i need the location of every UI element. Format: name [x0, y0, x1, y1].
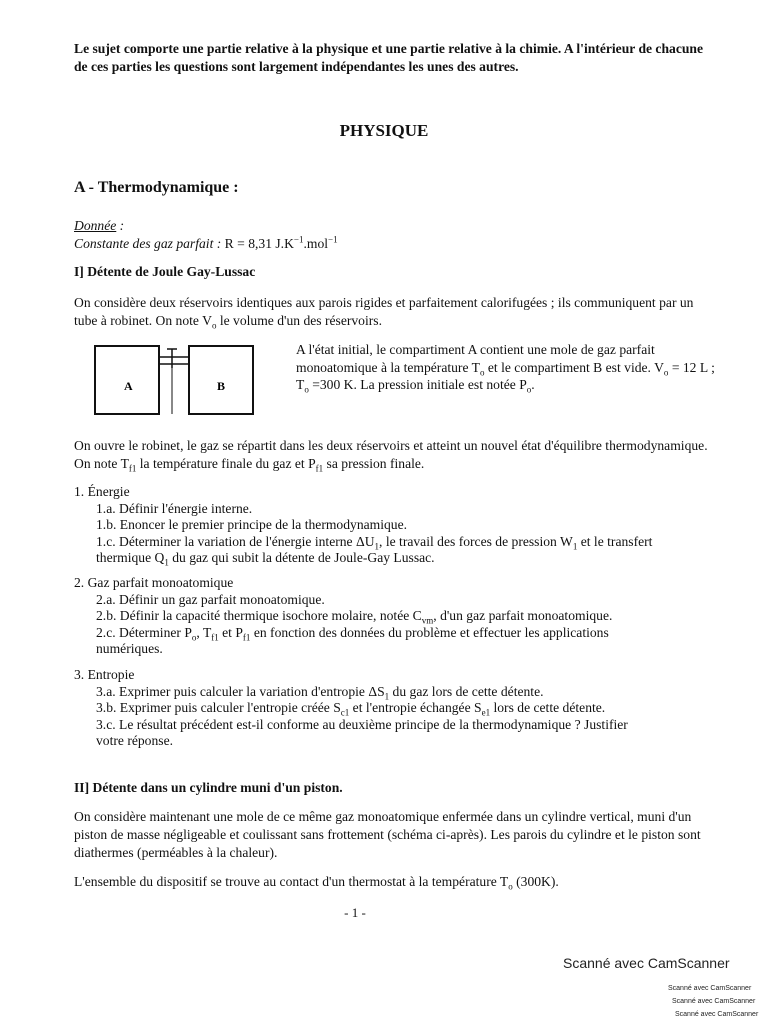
q2b-text-2: , d'un gaz parfait monoatomique.: [433, 608, 613, 623]
section-a-heading: A - Thermodynamique :: [74, 179, 239, 196]
question-group-1: [74, 484, 724, 567]
q1-heading: 1. Énergie: [74, 484, 130, 499]
q3b-sub-2: e1: [481, 707, 491, 718]
page-title: PHYSIQUE: [339, 121, 429, 140]
initial-state-text: [296, 341, 716, 394]
q2b: [74, 608, 724, 625]
q2-heading: 2. Gaz parfait monoatomique: [74, 575, 234, 590]
part1-para2-sub-2: f1: [315, 463, 324, 474]
q2c: [74, 625, 724, 642]
part1-heading: I] Détente de Joule Gay-Lussac: [74, 264, 256, 279]
q2b-text-1: 2.b. Définir la capacité thermique isochore molaire, notée C: [96, 608, 422, 623]
q3b-text-1: 3.b. Exprimer puis calculer l'entropie créée S: [96, 700, 341, 715]
q3b: [74, 700, 724, 717]
q3a: [74, 684, 724, 701]
part2-para2: [74, 873, 714, 891]
donnee-block: [74, 217, 338, 253]
part2-para2-text-b: (300K).: [512, 874, 559, 889]
q1b: 1.b. Enoncer le premier principe de la thermodynamique.: [96, 517, 408, 532]
initial-text-3: = 12 L ; T: [296, 359, 715, 392]
q2c-sub-1: o: [191, 632, 197, 643]
camscanner-small-3: Scanné avec CamScanner: [675, 1011, 759, 1018]
q3b-text-3: lors de cette détente.: [490, 700, 606, 715]
q2c-text-4: en fonction des données du problème et effectuer les applications: [250, 624, 609, 640]
q1c-text-3: et le transfert: [577, 533, 653, 549]
question-group-3: [74, 667, 724, 750]
q2b-sub: vm: [421, 615, 434, 626]
reservoir-diagram: [94, 344, 254, 416]
q1c-text-4: thermique Q: [96, 550, 165, 565]
q3a-text-1: 3.a. Exprimer puis calculer la variation d'entropie ΔS: [96, 683, 385, 699]
q2a: 2.a. Définir un gaz parfait monoatomique.: [96, 591, 325, 607]
q1c-text-1: 1.c. Déterminer la variation de l'énergie interne ΔU: [96, 533, 375, 549]
question-group-2: [74, 575, 724, 658]
part1-para1: [74, 294, 714, 330]
page-number: - 1 -: [344, 905, 366, 920]
constant-value: R = 8,31 J.K: [224, 236, 294, 251]
part1-para2-sub-1: f1: [128, 463, 137, 474]
q2c-cont: numériques.: [96, 641, 163, 656]
camscanner-watermark: Scanné avec CamScanner: [563, 955, 730, 971]
label-b: B: [217, 379, 226, 393]
constant-label: Constante des gaz parfait :: [74, 236, 225, 251]
q2c-sub-2: f1: [211, 632, 219, 643]
camscanner-small-1: Scanné avec CamScanner: [668, 985, 752, 992]
part1-para2-text-c: sa pression finale.: [323, 456, 425, 471]
part2-para2-sub: o: [508, 881, 513, 892]
q2c-text-3: et P: [218, 624, 243, 640]
q3b-text-2: et l'entropie échangée S: [349, 700, 482, 715]
initial-text-5: .: [531, 377, 535, 392]
initial-sub-4: o: [526, 384, 532, 395]
donnee-label: Donnée: [74, 218, 117, 233]
q3a-text-2: du gaz lors de cette détente.: [389, 683, 544, 699]
q1a: 1.a. Définir l'énergie interne.: [96, 500, 253, 516]
q1c-cont: [74, 550, 724, 567]
constant-unit: .mol: [303, 236, 329, 251]
part2-para2-text-a: L'ensemble du dispositif se trouve au contact d'un thermostat à la température T: [74, 874, 509, 889]
donnee-colon: :: [116, 218, 125, 233]
q3-heading: 3. Entropie: [74, 667, 135, 682]
q2c-sub-3: f1: [242, 632, 251, 643]
q2c-text-2: , T: [196, 624, 212, 640]
constant-exp2: −1: [328, 234, 338, 245]
part1-para2-text-a: On ouvre le robinet, le gaz se répartit dans les deux réservoirs et atteint un nouvel état d'équilibre thermodynamique. On note T: [74, 438, 708, 471]
q3c: 3.c. Le résultat précédent est-il conforme au deuxième principe de la thermodynamique ? Justifier: [96, 716, 628, 732]
q3c-cont: votre réponse.: [96, 733, 174, 748]
q1c-sub-1: 1: [374, 541, 380, 552]
part1-para1-text-a: On considère deux réservoirs identiques aux parois rigides et parfaitement calorifugées ; ils communiquent par un tube à robinet. On note V: [74, 295, 694, 328]
q3a-sub: 1: [384, 691, 390, 702]
q3b-sub-1: c1: [340, 707, 350, 718]
part1-para1-sub: o: [211, 320, 217, 331]
q2c-text-1: 2.c. Déterminer P: [96, 624, 192, 640]
initial-sub-3: o: [304, 384, 309, 395]
initial-sub-1: o: [479, 367, 485, 378]
q1c: [74, 534, 724, 551]
intro-text: Le sujet comporte une partie relative à la physique et une partie relative à la chimie. A l'intérieur de chacune de ces parties les questions sont largement indépendantes les unes des autres.: [74, 41, 704, 74]
part1-para2: [74, 437, 714, 473]
part1-para1-text-b: le volume d'un des réservoirs.: [216, 313, 382, 328]
constant-exp1: −1: [293, 234, 304, 245]
initial-sub-2: o: [663, 367, 669, 378]
initial-text-4: =300 K. La pression initiale est notée P: [308, 377, 527, 392]
camscanner-small-2: Scanné avec CamScanner: [672, 998, 756, 1005]
initial-text-2: et le compartiment B est vide. V: [484, 359, 664, 375]
q1c-text-5: du gaz qui subit la détente de Joule-Gay Lussac.: [168, 550, 435, 565]
part1-para2-text-b: la température finale du gaz et P: [136, 456, 316, 471]
q1c-sub-3: 1: [164, 557, 169, 568]
part2-para1: On considère maintenant une mole de ce même gaz monoatomique enfermée dans un cylindre vertical, muni d'un piston de masse négligeable et coulissant sans frottement (schéma ci-après). Les parois du cylindre et le piston sont diathermes (perméables à la chaleur).: [74, 809, 701, 860]
initial-text-1: A l'état initial, le compartiment A contient une mole de gaz parfait monoatomique à la température T: [296, 342, 655, 375]
q1c-sub-2: 1: [572, 541, 578, 552]
part2-heading: II] Détente dans un cylindre muni d'un piston.: [74, 780, 343, 795]
label-a: A: [124, 379, 133, 393]
q1c-text-2: , le travail des forces de pression W: [379, 533, 573, 549]
